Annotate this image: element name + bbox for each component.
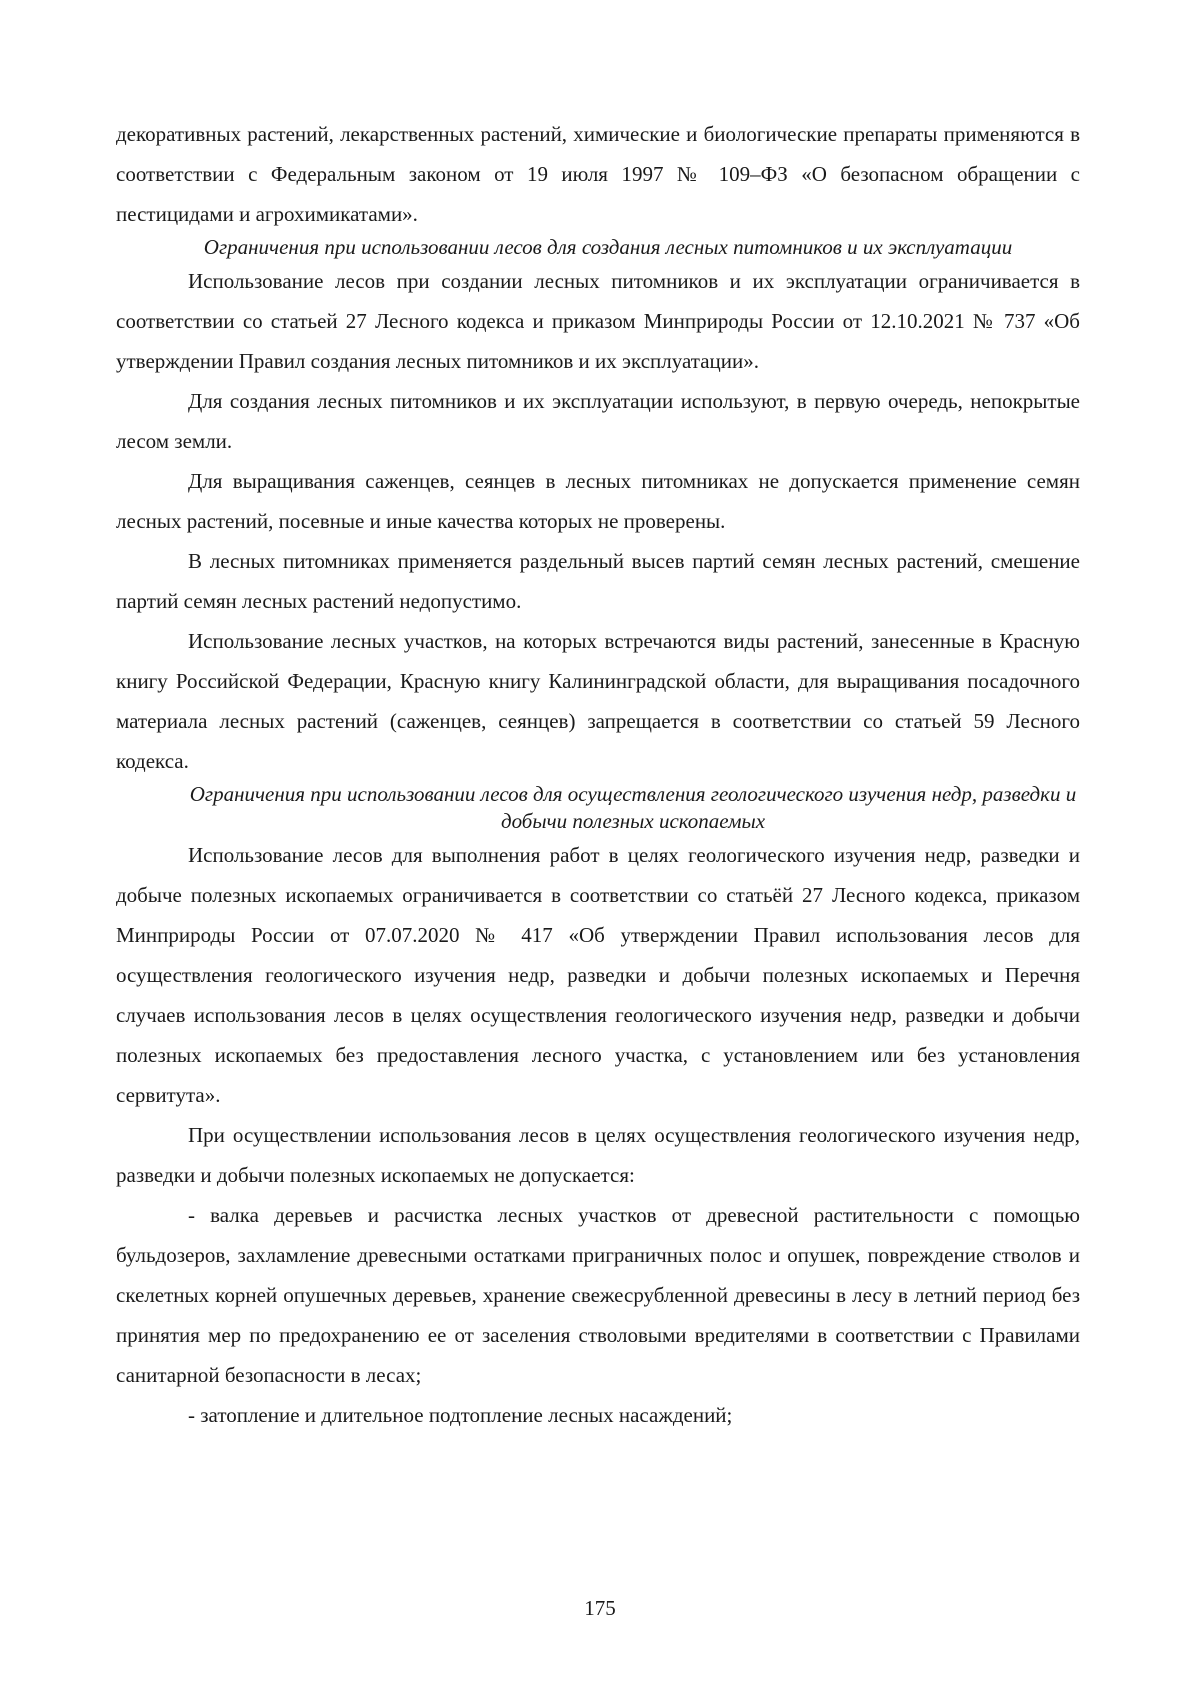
paragraph: Использование лесов для выполнения работ в целях геологического изучения недр, разведки и добыче полезных ископаемых ограничивается в соответствии со статьёй 27 Лесного кодекса, приказом Минприроды России от 07.07.2020 № 417 «Об утверждении Правил использования лесов для осуществления геологического изучения недр, разведки и добычи полезных ископаемых и Перечня случаев использования лесов в целях осуществления геологического изучения недр, разведки и добычи полезных ископаемых без предоставления лесного участка, с установлением или без установления сервитута». <box>116 843 1080 1107</box>
paragraph: Для создания лесных питомников и их эксплуатации используют, в первую очередь, непокрытые лесом земли. <box>116 389 1080 453</box>
paragraph: Использование лесных участков, на которых встречаются виды растений, занесенные в Красную книгу Российской Федерации, Красную книгу Калининградской области, для выращивания посадочного материала лесных растений (саженцев, сеянцев) запрещается в соответствии со статьей 59 Лесного кодекса. <box>116 629 1080 773</box>
document-body <box>116 114 1080 1435</box>
section-heading-geology: Ограничения при использовании лесов для осуществления геологического изучения недр, разведки и добычи полезных ископаемых <box>189 782 1077 833</box>
paragraph: При осуществлении использования лесов в целях осуществления геологического изучения недр, разведки и добычи полезных ископаемых не допускается: <box>116 1123 1080 1187</box>
paragraph: Для выращивания саженцев, сеянцев в лесных питомниках не допускается применение семян лесных растений, посевные и иные качества которых не проверены. <box>116 469 1080 533</box>
page-number: 175 <box>584 1596 616 1620</box>
paragraph-continuation: декоративных растений, лекарственных растений, химические и биологические препараты применяются в соответствии с Федеральным законом от 19 июля 1997 № 109–ФЗ «О безопасном обращении с пестицидами и агрохимикатами». <box>116 122 1080 226</box>
list-item: - затопление и длительное подтопление лесных насаждений; <box>188 1403 733 1427</box>
list-item: - валка деревьев и расчистка лесных участков от древесной растительности с помощью бульдозеров, захламление древесными остатками приграничных полос и опушек, повреждение стволов и скелетных корней опушечных деревьев, хранение свежесрубленной древесины в лесу в летний период без принятия мер по предохранению ее от заселения стволовыми вредителями в соответствии с Правилами санитарной безопасности в лесах; <box>116 1203 1080 1387</box>
section-heading-nurseries: Ограничения при использовании лесов для создания лесных питомников и их эксплуатации <box>203 235 1013 259</box>
paragraph: В лесных питомниках применяется раздельный высев партий семян лесных растений, смешение партий семян лесных растений недопустимо. <box>116 549 1080 613</box>
paragraph: Использование лесов при создании лесных питомников и их эксплуатации ограничивается в соответствии со статьей 27 Лесного кодекса и приказом Минприроды России от 12.10.2021 № 737 «Об утверждении Правил создания лесных питомников и их эксплуатации». <box>116 269 1080 373</box>
